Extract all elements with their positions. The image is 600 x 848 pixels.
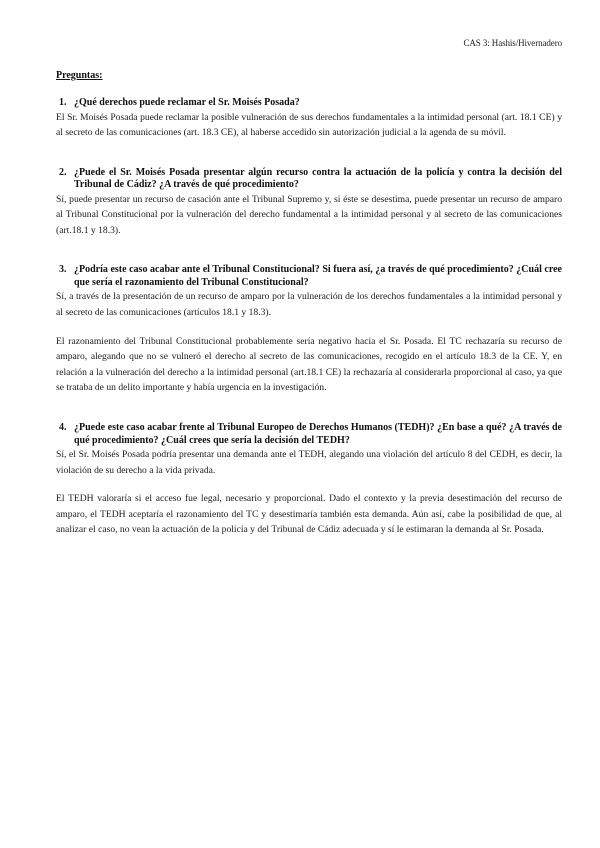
page-header: CAS 3: Hashis/Hivernadero (463, 38, 562, 48)
answer-paragraph: Sí, puede presentar un recurso de casación ante el Tribunal Supremo y, si éste se desestima, puede presentar un recurso de amparo al Tribunal Constitucional por la vulneración del derecho fundamental a la intimidad personal y al secreto de las comunicaciones (art.18.1 y 18.3). (56, 193, 562, 236)
question-3 (56, 264, 562, 289)
question-number: 3. (59, 264, 67, 276)
question-block-1 (56, 97, 562, 141)
question-block-3 (56, 264, 562, 396)
question-block-4 (56, 422, 562, 538)
question-text: ¿Puede el Sr. Moisés Posada presentar algún recurso contra la actuación de la policía y contra la decisión del Tribunal de Cádiz? ¿A través de qué procedimiento? (74, 166, 562, 191)
document-body (56, 70, 562, 564)
question-text: ¿Qué derechos puede reclamar el Sr. Moisés Posada? (74, 97, 300, 108)
question-1 (56, 97, 562, 110)
answer-paragraph: El razonamiento del Tribunal Constitucional probablemente sería negativo hacia el Sr. Posada. El TC rechazaría su recurso de amparo, alegando que no se vulneró el derecho al secreto de las comunicaciones, recogido en el artículo 18.3 de la CE. Y, en relación a la vulneración del derecho a la intimidad personal (art.18.1 CE) la rechazaría al considerarla proporcional al caso, ya que se trataba de un delito importante y había urgencia en la investigación. (56, 335, 562, 394)
answer-paragraph: Sí, a través de la presentación de un recurso de amparo por la vulneración de los derechos fundamentales a la intimidad personal y al secreto de las comunicaciones (artículos 18.1 y 18.3). (56, 291, 562, 319)
question-2 (56, 167, 562, 192)
question-4 (56, 422, 562, 447)
answer-paragraph: Sí, el Sr. Moisés Posada podría presentar una demanda ante el TEDH, alegando una violación del artículo 8 del CEDH, es decir, la violación de su derecho a la vida privada. (56, 449, 562, 476)
question-number: 2. (59, 166, 67, 178)
question-block-2 (56, 167, 562, 239)
section-title: Preguntas: (56, 70, 103, 81)
question-number: 4. (59, 422, 67, 434)
question-text: ¿Podría este caso acabar ante el Tribunal Constitucional? Si fuera así, ¿a través de qué procedimiento? ¿Cuál cree que sería el razonamiento del Tribunal Constitucional? (74, 264, 562, 288)
question-text: ¿Puede este caso acabar frente al Tribunal Europeo de Derechos Humanos (TEDH)? ¿En base a qué? ¿A través de qué procedimiento? ¿Cuál crees que sería la decisión del TEDH? (74, 422, 562, 446)
answer-paragraph: El TEDH valoraría si el acceso fue legal, necesario y proporcional. Dado el contexto y la previa desestimación del recurso de amparo, el TEDH aceptaría el razonamiento del TC y desestimaría también esta demanda. Aún así, cabe la posibilidad de que, al analizar el caso, no vean la actuación de la policía y del Tribunal de Cádiz adecuada y sí le estimaran la demanda al Sr. Posada. (56, 493, 562, 536)
answer-paragraph: El Sr. Moisés Posada puede reclamar la posible vulneración de sus derechos fundamentales a la intimidad personal (art. 18.1 CE) y al secreto de las comunicaciones (art. 18.3 CE), al haberse accedido sin autorización judicial a la agenda de su móvil. (56, 111, 562, 139)
question-number: 1. (59, 97, 67, 108)
